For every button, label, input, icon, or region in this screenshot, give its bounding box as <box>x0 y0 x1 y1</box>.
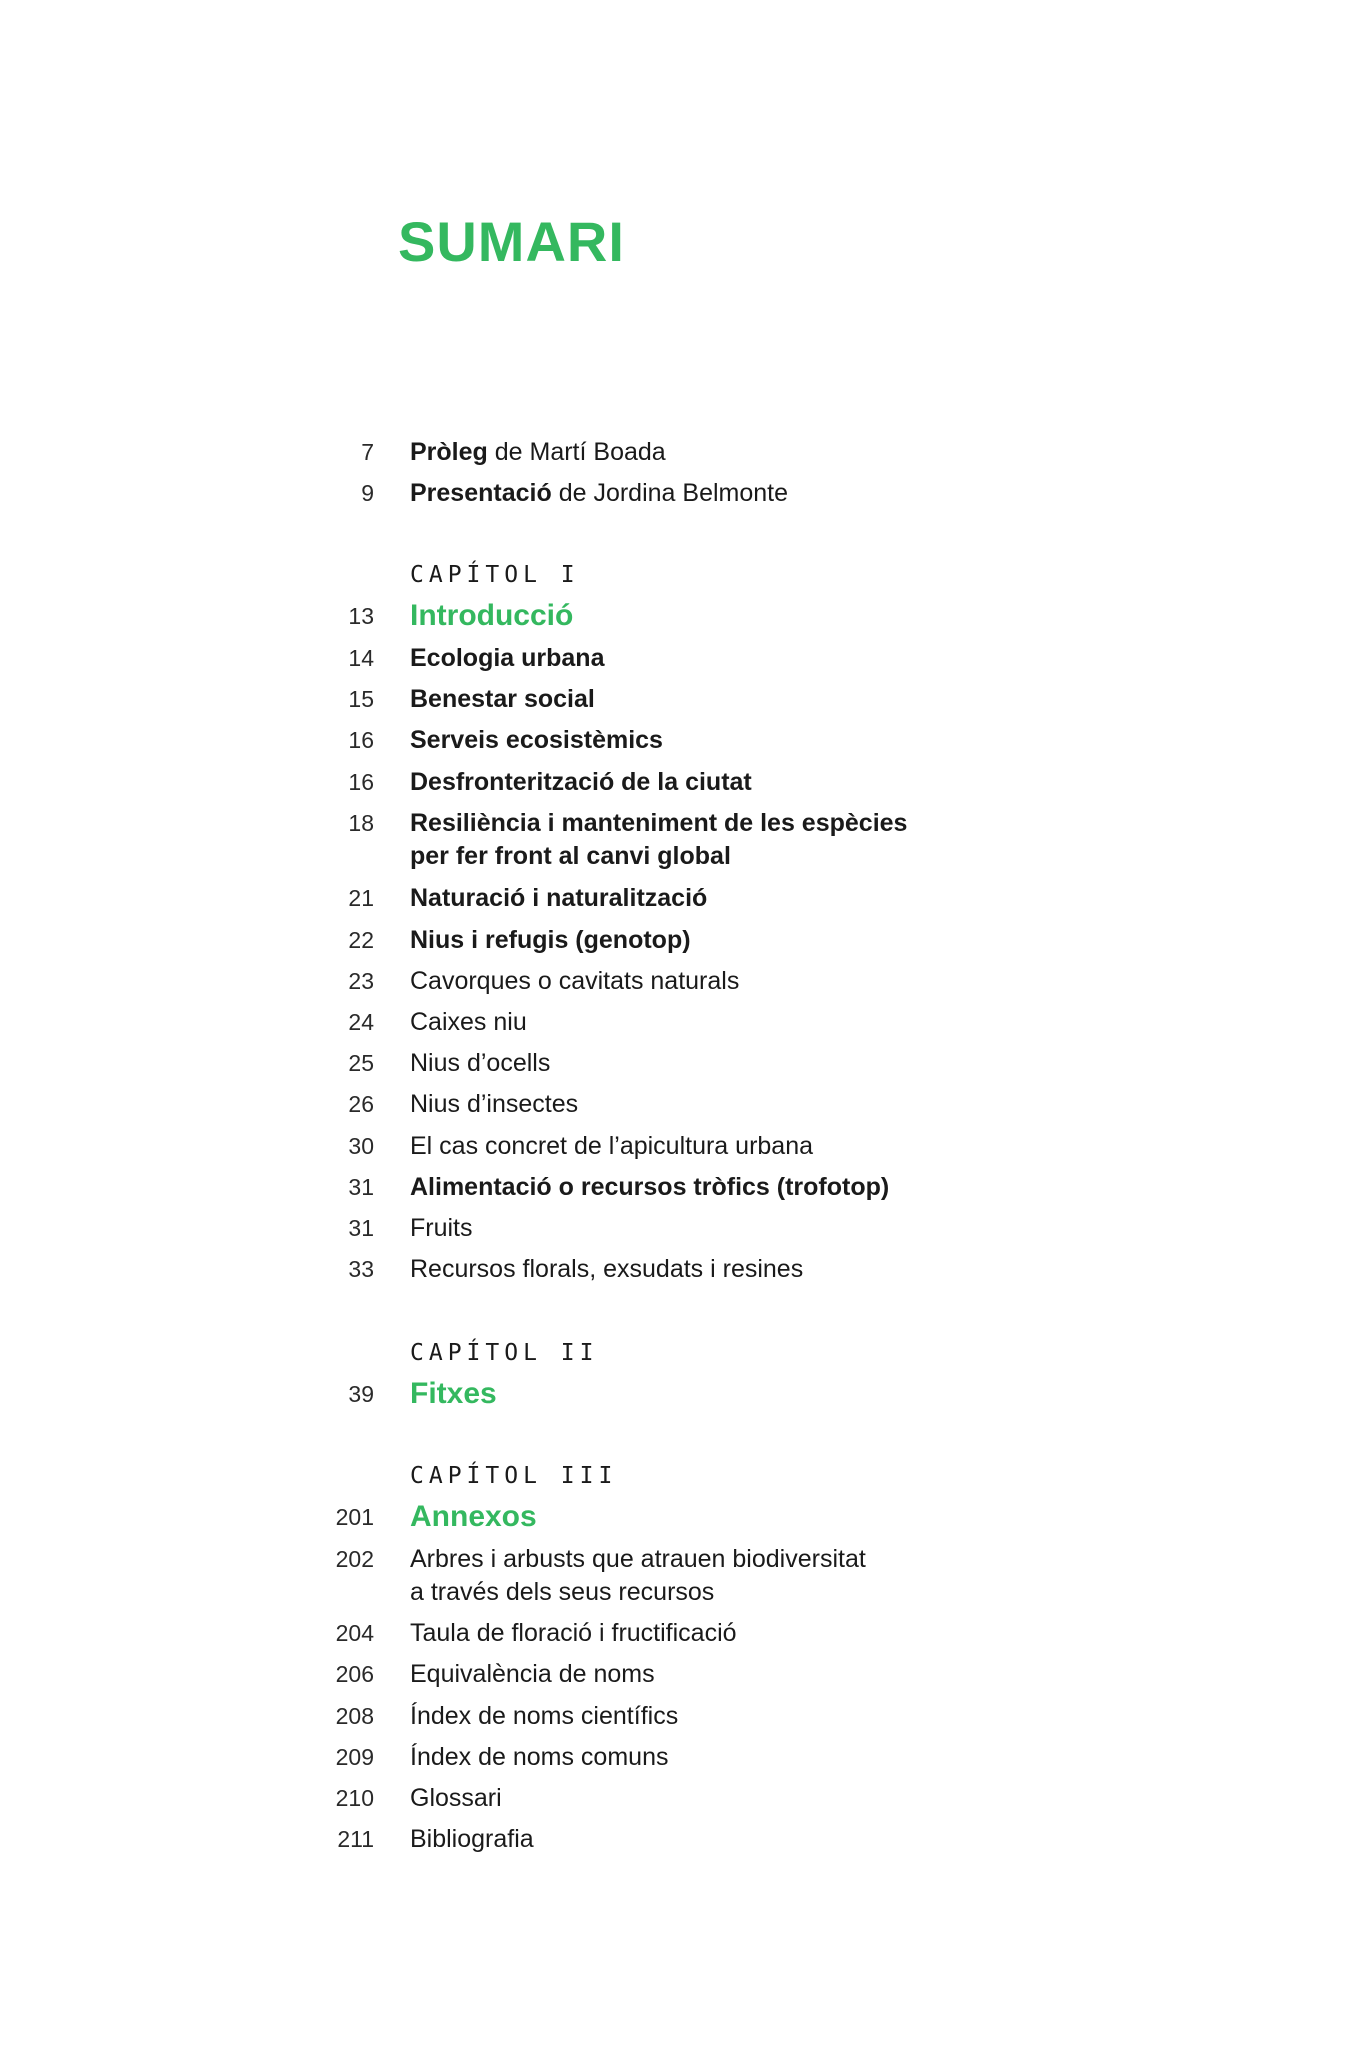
page-number: 208 <box>335 1703 374 1729</box>
page-number: 24 <box>348 1009 374 1035</box>
page-number: 18 <box>348 810 374 836</box>
entry-text: El cas concret de l’apicultura urbana <box>410 1132 814 1160</box>
chapter-heading-text: Annexos <box>410 1500 537 1533</box>
entry-text: Fruits <box>410 1214 473 1242</box>
page-number: 26 <box>348 1091 374 1117</box>
entry-title: Presentació <box>410 479 552 507</box>
entry-text: Caixes niu <box>410 1008 527 1036</box>
page-number: 202 <box>335 1546 374 1572</box>
entry-text: Ecologia urbana <box>410 644 605 672</box>
entry-text: Serveis ecosistèmics <box>410 726 663 754</box>
chapter-heading-text: Fitxes <box>410 1377 497 1410</box>
page-number: 9 <box>361 480 374 506</box>
entry-text: Nius d’insectes <box>410 1090 579 1118</box>
page-number: 22 <box>348 927 374 953</box>
page-number: 204 <box>335 1620 374 1646</box>
page-number: 33 <box>348 1256 374 1282</box>
entry-text: Cavorques o cavitats naturals <box>410 967 740 995</box>
entry-text: Arbres i arbusts que atrauen biodiversitat a través dels seus recursos <box>410 1545 866 1606</box>
entry-text: Naturació i naturalització <box>410 884 708 912</box>
page-number: 210 <box>335 1785 374 1811</box>
entry-text: Índex de noms comuns <box>410 1743 669 1771</box>
page-number: 211 <box>337 1826 374 1852</box>
entry-text <box>410 477 970 510</box>
entry-text: Benestar social <box>410 685 595 713</box>
chapter-label-1: CAPÍTOL I <box>410 562 580 588</box>
chapter-heading-text: Introducció <box>410 599 574 632</box>
page-number: 21 <box>348 885 374 911</box>
page-number: 30 <box>348 1133 374 1159</box>
entry-text: Bibliografia <box>410 1825 534 1853</box>
page-number: 23 <box>348 968 374 994</box>
entry-text: Recursos florals, exsudats i resines <box>410 1255 804 1283</box>
page-number: 206 <box>335 1661 374 1687</box>
page-number: 7 <box>361 439 374 465</box>
entry-text: Alimentació o recursos tròfics (trofotop) <box>410 1173 890 1201</box>
page-number: 16 <box>348 769 374 795</box>
page-number: 25 <box>348 1050 374 1076</box>
entry-text: Glossari <box>410 1784 502 1812</box>
page-title: SUMARI <box>398 210 625 273</box>
entry-author: de Jordina Belmonte <box>551 479 789 507</box>
entry-author: de Martí Boada <box>487 438 666 466</box>
page-number: 15 <box>348 686 374 712</box>
entry-text <box>410 436 970 469</box>
page-number: 209 <box>335 1744 374 1770</box>
entry-title: Pròleg <box>410 438 488 466</box>
entry-text: Nius d’ocells <box>410 1049 551 1077</box>
entry-text: Equivalència de noms <box>410 1660 655 1688</box>
page-number: 201 <box>335 1504 374 1530</box>
page-number: 16 <box>348 727 374 753</box>
entry-text: Desfronterització de la ciutat <box>410 768 752 796</box>
page-number: 31 <box>348 1215 374 1241</box>
chapter-label-3: CAPÍTOL III <box>410 1463 618 1489</box>
chapter-label-2: CAPÍTOL II <box>410 1340 599 1366</box>
entry-text: Índex de noms científics <box>410 1702 679 1730</box>
page-number: 13 <box>348 603 374 629</box>
entry-text: Resiliència i manteniment de les espècies per fer front al canvi global <box>410 809 908 870</box>
page-number: 31 <box>348 1174 374 1200</box>
page-number: 39 <box>348 1381 374 1407</box>
page-number: 14 <box>348 645 374 671</box>
entry-text: Nius i refugis (genotop) <box>410 926 691 954</box>
entry-text: Taula de floració i fructificació <box>410 1619 737 1647</box>
